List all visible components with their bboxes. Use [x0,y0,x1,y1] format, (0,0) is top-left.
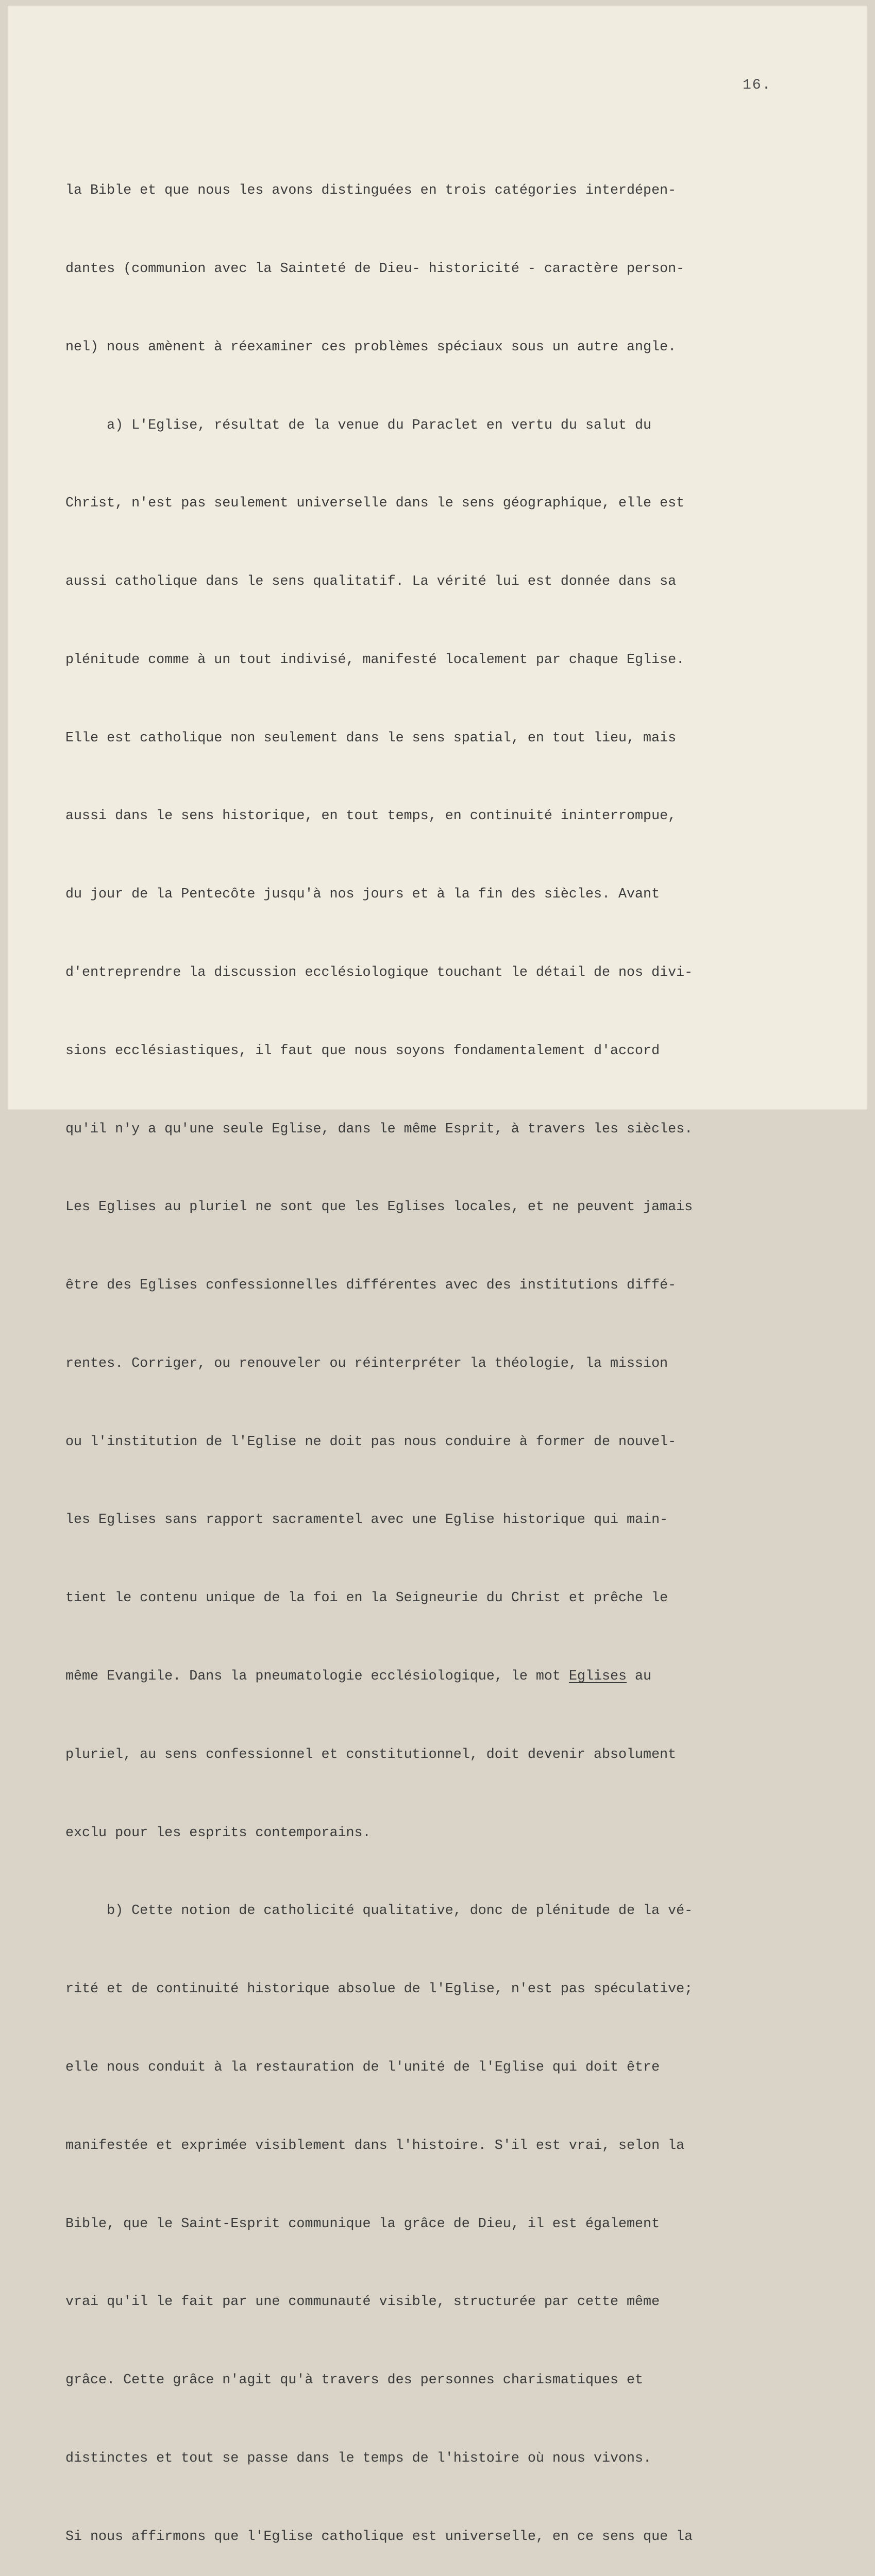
page-number: 16. [743,77,772,93]
text-line: manifestée et exprimée visiblement dans l'histoire. S'il est vrai, selon la [65,2138,685,2154]
text-line: Les Eglises au pluriel ne sont que les Eglises locales, et ne peuvent jamais [65,1199,693,1215]
underlined-word: Eglises [568,1669,627,1685]
text-line: a) L'Eglise, résultat de la venue du Paraclet en vertu du salut du [65,417,652,433]
text-segment: au [627,1669,652,1685]
text-line: d'entreprendre la discussion ecclésiologique touchant le détail de nos divi- [65,965,693,980]
text-line: tient le contenu unique de la foi en la Seigneurie du Christ et prêche le [65,1590,668,1606]
text-line: dantes (communion avec la Sainteté de Dieu- historicité - caractère person- [65,261,685,277]
text-line: rentes. Corriger, ou renouveler ou réinterpréter la théologie, la mission [65,1355,668,1371]
text-line: les Eglises sans rapport sacramentel avec une Eglise historique qui main- [65,1512,668,1528]
text-line: la Bible et que nous les avons distinguées en trois catégories interdépen- [65,183,677,199]
text-line: pluriel, au sens confessionnel et constitutionnel, doit devenir absolument [65,1747,677,1762]
text-line: qu'il n'y a qu'une seule Eglise, dans le même Esprit, à travers les siècles. [65,1121,693,1137]
text-line: rité et de continuité historique absolue de l'Eglise, n'est pas spéculative; [65,1981,693,1997]
text-line: Si nous affirmons que l'Eglise catholique est universelle, en ce sens que la [65,2529,693,2545]
text-line: sions ecclésiastiques, il faut que nous soyons fondamentalement d'accord [65,1043,660,1059]
text-line: b) Cette notion de catholicité qualitative, donc de plénitude de la vé- [65,1903,693,1919]
text-line: Elle est catholique non seulement dans le sens spatial, en tout lieu, mais [65,730,677,746]
text-line: exclu pour les esprits contemporains. [65,1825,371,1841]
text-line: du jour de la Pentecôte jusqu'à nos jours et à la fin des siècles. Avant [65,887,660,903]
text-line: être des Eglises confessionnelles différentes avec des institutions diffé- [65,1278,677,1294]
text-line: elle nous conduit à la restauration de l'unité de l'Eglise qui doit être [65,2059,660,2075]
typed-text-body [65,126,838,2576]
text-line: nel) nous amènent à réexaminer ces problèmes spéciaux sous un autre angle. [65,339,677,355]
text-line: ou l'institution de l'Eglise ne doit pas nous conduire à former de nouvel- [65,1434,677,1450]
text-line: grâce. Cette grâce n'agit qu'à travers des personnes charismatiques et [65,2372,644,2388]
text-segment: même Evangile. Dans la pneumatologie ecclésiologique, le mot [65,1669,569,1685]
text-line: Bible, que le Saint-Esprit communique la grâce de Dieu, il est également [65,2216,660,2232]
text-line-with-underline [65,1664,838,1690]
text-line: aussi catholique dans le sens qualitatif. La vérité lui est donnée dans sa [65,574,677,590]
text-line: aussi dans le sens historique, en tout temps, en continuité ininterrompue, [65,808,677,824]
text-line: vrai qu'il le fait par une communauté visible, structurée par cette même [65,2294,660,2310]
text-line: Christ, n'est pas seulement universelle dans le sens géographique, elle est [65,496,685,512]
text-line: plénitude comme à un tout indivisé, manifesté localement par chaque Eglise. [65,652,685,668]
typed-page [7,5,868,2545]
text-line: distinctes et tout se passe dans le temps de l'histoire où nous vivons. [65,2450,652,2466]
